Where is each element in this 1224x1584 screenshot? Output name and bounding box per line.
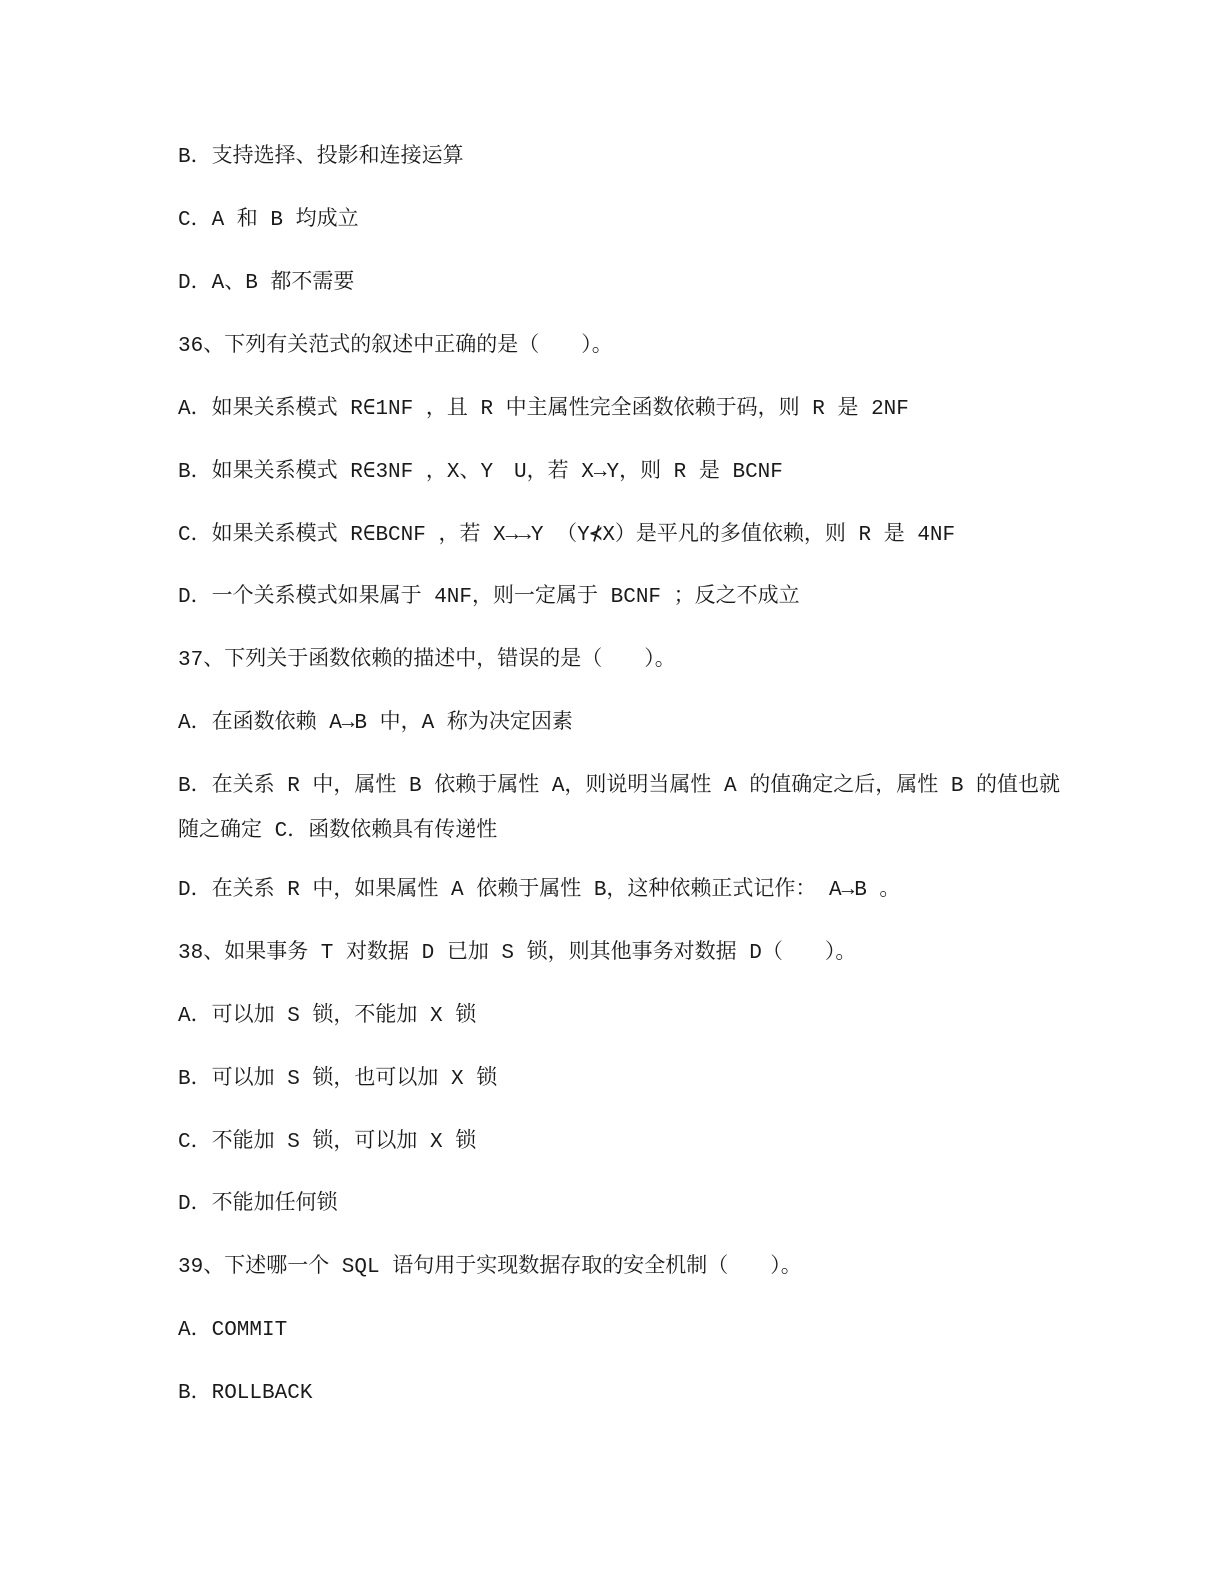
question-37: 37、下列关于函数依赖的描述中，错误的是（ ）。 bbox=[178, 649, 676, 672]
option-36-b: B．如果关系模式 R∈3NF ，X、Y U，若 X→Y，则 R 是 BCNF bbox=[178, 461, 783, 484]
option-38-c: C．不能加 S 锁，可以加 X 锁 bbox=[178, 1131, 477, 1154]
option-37-a: A．在函数依赖 A→B 中，A 称为决定因素 bbox=[178, 712, 573, 735]
option-38-a: A．可以加 S 锁，不能加 X 锁 bbox=[178, 1005, 477, 1028]
option-39-a: A．COMMIT bbox=[178, 1319, 288, 1342]
option-36-a: A．如果关系模式 R∈1NF ，且 R 中主属性完全函数依赖于码，则 R 是 2NF bbox=[178, 398, 909, 421]
question-38: 38、如果事务 T 对数据 D 已加 S 锁，则其他事务对数据 D（ ）。 bbox=[178, 942, 857, 965]
option-35-d: D．A、B 都不需要 bbox=[178, 272, 355, 295]
option-37-d: D．在关系 R 中，如果属性 A 依赖于属性 B，这种依赖正式记作： A→B 。 bbox=[178, 879, 901, 902]
option-36-d: D．一个关系模式如果属于 4NF，则一定属于 BCNF ；反之不成立 bbox=[178, 586, 800, 609]
option-35-b: B．支持选择、投影和连接运算 bbox=[178, 146, 464, 169]
question-36: 36、下列有关范式的叙述中正确的是（ ）。 bbox=[178, 335, 613, 358]
option-36-c: C．如果关系模式 R∈BCNF ，若 X→→Y （Y⊀X）是平凡的多值依赖，则 R 是 4NF bbox=[178, 524, 956, 547]
option-37-b-continued: 随之确定 C．函数依赖具有传递性 bbox=[178, 820, 498, 843]
option-38-b: B．可以加 S 锁，也可以加 X 锁 bbox=[178, 1068, 498, 1091]
option-37-b: B．在关系 R 中，属性 B 依赖于属性 A，则说明当属性 A 的值确定之后，属性 B 的值也就 bbox=[178, 775, 1061, 798]
option-35-c: C．A 和 B 均成立 bbox=[178, 209, 359, 232]
question-39: 39、下述哪一个 SQL 语句用于实现数据存取的安全机制（ ）。 bbox=[178, 1256, 802, 1279]
option-39-b: B．ROLLBACK bbox=[178, 1382, 313, 1405]
option-38-d: D．不能加任何锁 bbox=[178, 1193, 338, 1216]
